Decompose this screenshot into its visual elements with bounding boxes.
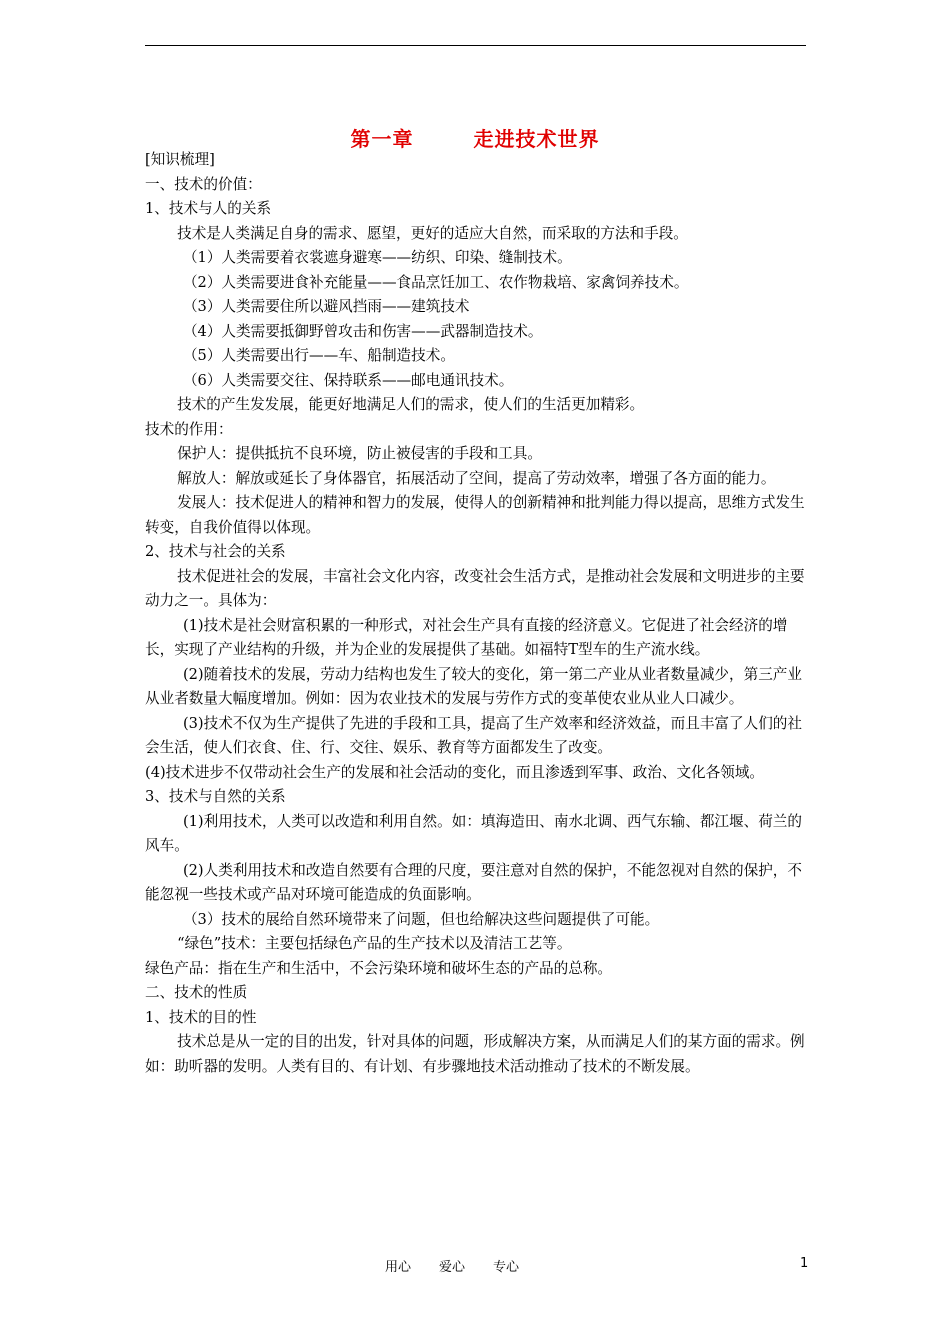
paragraph: 保护人：提供抵抗不良环境，防止被侵害的手段和工具。 (177, 445, 542, 462)
list-item: （5）人类需要出行——车、船制造技术。 (182, 347, 455, 364)
section-label: [知识梳理] (145, 151, 215, 168)
paragraph: 绿色产品：指在生产和生活中，不会污染环境和破坏生态的产品的总称。 (145, 959, 613, 977)
paragraph: (4)技术进步不仅带动社会生产的发展和社会活动的变化，而且渗透到军事、政治、文化各领域。 (145, 763, 765, 781)
header-rule (145, 45, 806, 46)
paragraph: (1)技术是社会财富积累的一种形式，对社会生产具有直接的经济意义。它促进了社会经济的增长，实现了产业结构的升级，并为企业的发展提供了基础。如福特T型车的生产流水线。 (145, 616, 788, 658)
chapter-number: 第一章 (350, 127, 414, 151)
list-item: （3）人类需要住所以避风挡雨——建筑技术 (182, 298, 470, 315)
chapter-name: 走进技术世界 (473, 127, 600, 151)
subheading: 1、技术与人的关系 (145, 200, 272, 217)
list-item: （4）人类需要抵御野曾攻击和伤害——武器制造技术。 (182, 322, 543, 340)
list-item: （6）人类需要交往、保持联系——邮电通讯技术。 (182, 371, 514, 389)
page-number: 1 (800, 1256, 809, 1271)
paragraph: 技术总是从一定的目的出发，针对具体的问题，形成解决方案，从而满足人们的某方面的需求。例如：助听器的发明。人类有目的、有计划、有步骤地技术活动推动了技术的不断发展。 (145, 1033, 805, 1075)
paragraph: (2)随着技术的发展，劳动力结构也发生了较大的变化，第一第二产业从业者数量减少，第三产业从业者数量大幅度增加。例如：因为农业技术的发展与劳作方式的变革使农业从业人口减少。 (145, 665, 802, 707)
paragraph: 技术促进社会的发展，丰富社会文化内容，改变社会生活方式，是推动社会发展和文明进步的主要动力之一。具体为： (145, 567, 805, 609)
footer-motto-word: 用心 (385, 1260, 412, 1275)
paragraph: “绿色”技术：主要包括绿色产品的生产技术以及清洁工艺等。 (177, 935, 572, 952)
footer-motto (385, 1256, 547, 1275)
footer-motto-word: 专心 (493, 1260, 520, 1275)
footer-motto-word: 爱心 (439, 1260, 466, 1275)
heading-1: 二、技术的性质 (145, 984, 248, 1001)
paragraph: (3)技术不仅为生产提供了先进的手段和工具，提高了生产效率和经济效益，而且丰富了人们的社会生活，使人们衣食、住、行、交往、娱乐、教育等方面都发生了改变。 (145, 714, 802, 756)
paragraph: （3）技术的展给自然环境带来了问题，但也给解决这些问题提供了可能。 (182, 910, 660, 928)
subheading: 2、技术与社会的关系 (145, 543, 286, 560)
document-body (145, 148, 810, 1079)
paragraph: 发展人：技术促进人的精神和智力的发展，使得人的创新精神和批判能力得以提高，思维方式发生转变，自我价值得以体现。 (145, 494, 805, 536)
list-item: （1）人类需要着衣裳遮身避寒——纺织、印染、缝制技术。 (182, 249, 572, 266)
paragraph: (2)人类利用技术和改造自然要有合理的尺度，要注意对自然的保护，不能忽视对自然的保护，不能忽视一些技术或产品对环境可能造成的负面影响。 (145, 861, 802, 903)
list-item: （2）人类需要进食补充能量——食品烹饪加工、农作物栽培、家禽饲养技术。 (182, 273, 689, 291)
heading-1: 一、技术的价值： (145, 175, 262, 193)
paragraph: 技术是人类满足自身的需求、愿望，更好的适应大自然，而采取的方法和手段。 (177, 224, 688, 242)
subheading: 3、技术与自然的关系 (145, 788, 286, 805)
subheading: 1、技术的目的性 (145, 1008, 257, 1026)
paragraph: (1)利用技术，人类可以改造和利用自然。如：填海造田、南水北调、西气东输、都江堰、荷兰的风车。 (145, 812, 802, 854)
subheading: 技术的作用： (145, 420, 233, 438)
paragraph: 解放人：解放或延长了身体器官，拓展活动了空间，提高了劳动效率，增强了各方面的能力。 (177, 469, 776, 487)
paragraph: 技术的产生发发展，能更好地满足人们的需求，使人们的生活更加精彩。 (177, 396, 645, 413)
